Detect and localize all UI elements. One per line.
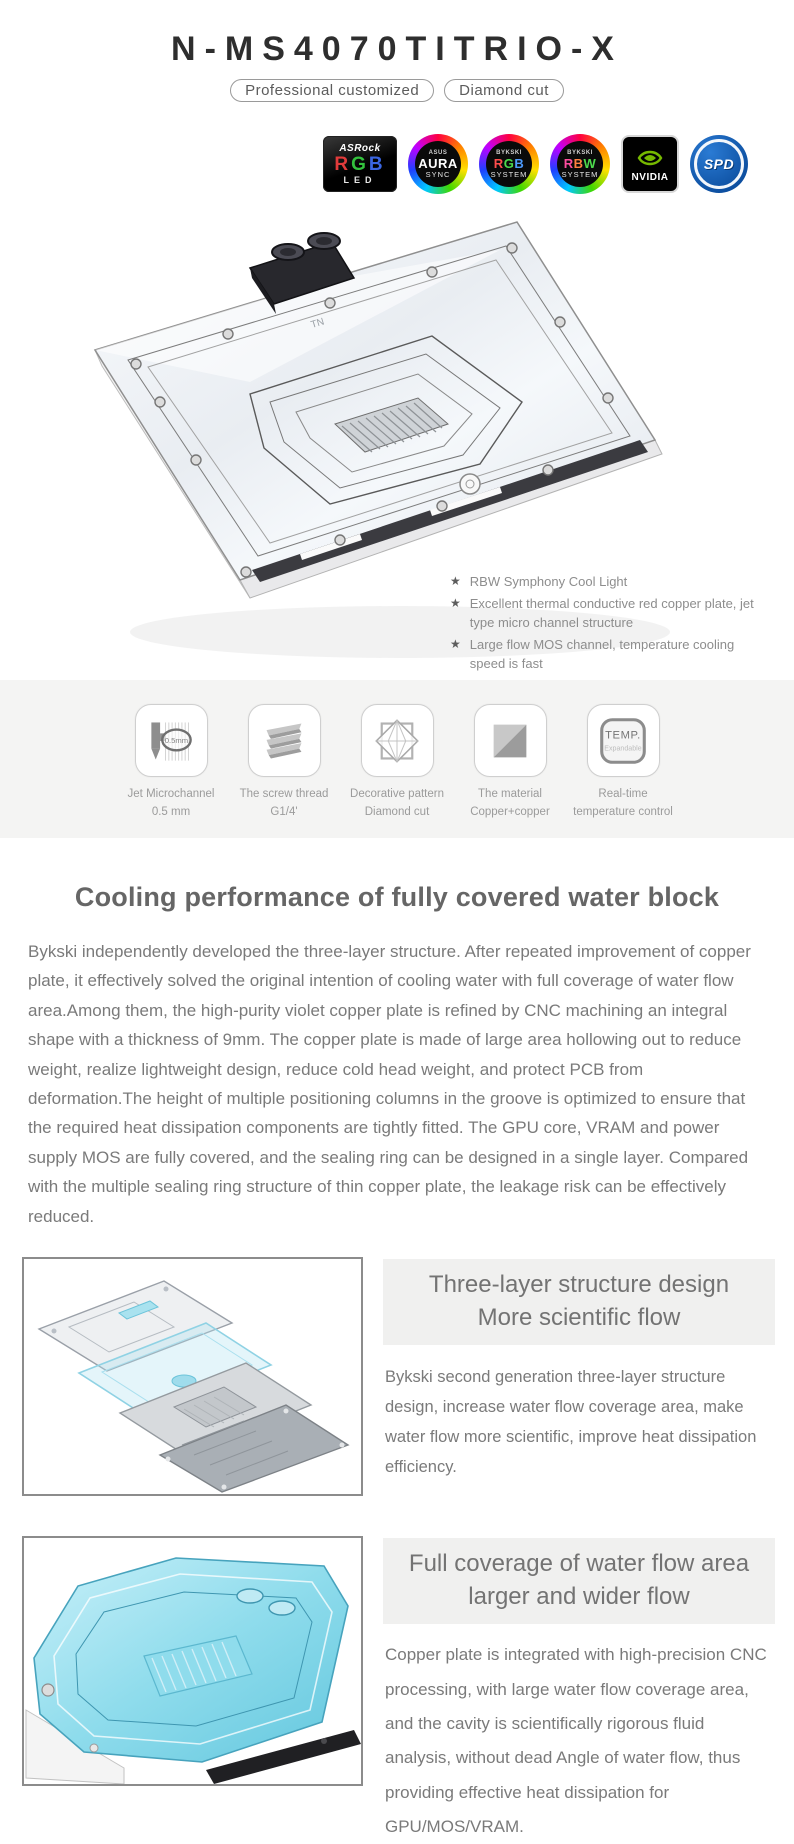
feature-diamond-cut xyxy=(341,704,454,838)
feature-label-line1: The screw thread xyxy=(239,788,329,800)
section-body: Bykski second generation three-layer structure design, increase water flow coverage area, make water flow more scientific, improve heat dissipation efficiency. xyxy=(385,1368,757,1477)
feature-icon-band xyxy=(0,680,794,838)
cooling-heading: Cooling performance of fully covered water block xyxy=(74,882,720,912)
feature-label-line2: G1/4' xyxy=(270,805,298,818)
section-heading-line2: More scientific flow xyxy=(477,1304,681,1332)
aura-main-text: AURA xyxy=(418,155,458,171)
feature-label-line2: temperature control xyxy=(573,805,673,818)
feature-jet-microchannel xyxy=(115,704,228,838)
asus-aura-sync-logo xyxy=(408,134,468,194)
feature-label-line1: Decorative pattern xyxy=(350,788,444,800)
bullet-text: Large flow MOS channel, temperature cooling speed is fast xyxy=(469,637,735,671)
bykski-rgb-sub-text: SYSTEM xyxy=(490,169,528,179)
material-icon xyxy=(486,717,534,765)
feature-label-line2: Copper+copper xyxy=(470,805,550,818)
feature-label-line2: 0.5 mm xyxy=(151,805,191,818)
temp-icon-text: TEMP. xyxy=(605,729,641,742)
jet-microchannel-icon xyxy=(147,717,195,765)
feature-temperature xyxy=(567,704,680,838)
feature-label-line1: Jet Microchannel xyxy=(127,788,215,800)
temp-icon-subtext: Expandable xyxy=(604,743,642,752)
bykski-rbw-main-text: RBW xyxy=(563,155,597,171)
feature-screw-thread xyxy=(228,704,341,838)
feature-label-line1: The material xyxy=(478,788,542,800)
bykski-rbw-sub-text: SYSTEM xyxy=(561,169,599,179)
section-three-layer xyxy=(22,1257,775,1496)
feature-bullet xyxy=(450,594,772,632)
asrock-led-text: LED xyxy=(343,175,377,185)
product-hero xyxy=(0,202,794,680)
star-icon: ★ xyxy=(450,637,461,651)
temperature-icon xyxy=(597,715,649,767)
asrock-rgb-text: RGB xyxy=(334,154,386,175)
aura-sub-text: SYNC xyxy=(425,169,451,179)
full-coverage-image xyxy=(22,1536,363,1786)
asrock-brand-text: ASRock xyxy=(339,143,381,154)
feature-bullet xyxy=(450,572,772,591)
section-heading xyxy=(383,1538,775,1624)
feature-label-line2: Diamond cut xyxy=(364,805,430,818)
section-heading-line2: larger and wider flow xyxy=(468,1583,690,1611)
bykski-rgb-system-logo xyxy=(479,134,539,194)
badge-row xyxy=(0,79,794,102)
aura-brand-text: ASUS xyxy=(428,149,448,156)
feature-material xyxy=(454,704,567,838)
feature-bullet xyxy=(450,635,772,673)
jet-icon-text: 0.5mm xyxy=(164,735,189,745)
feature-label-line1: Real-time xyxy=(598,788,648,800)
section-heading-line1: Three-layer structure design xyxy=(428,1271,730,1299)
star-icon: ★ xyxy=(450,596,461,610)
section-heading xyxy=(383,1259,775,1345)
nvidia-eye-icon xyxy=(635,146,665,170)
page-title: N-MS4070TITRIO-X xyxy=(171,30,623,68)
bullet-text: RBW Symphony Cool Light xyxy=(469,574,628,589)
cooling-paragraph: Bykski independently developed the three-layer structure. After repeated improvement of copper plate, it effectively solved the original intention of cooling water with full coverage of water flow area.Among them, the high-purity violet copper plate is refined by CNC machining an integral shape with a thickness of 9mm. The copper plate is made of large area hollowing out to reduce weight, realize lightweight design, reduce cold head weight, and protect PCB from deformation.The height of multiple positioning columns in the groove is optimized to ensure that the required heat dissipation components are tightly fitted. The GPU core, VRAM and power supply MOS are fully covered, and the sealing ring can be designed in a single layer. Compared with the multiple sealing ring structure of thin copper plate, the leakage risk can be effectively reduced. xyxy=(28,942,751,1226)
screw-thread-icon xyxy=(260,717,308,765)
section-body: Copper plate is integrated with high-precision CNC processing, with large water flow coverage area, and the cavity is scientifically rigorous fluid analysis, without dead Angle of water flow, thus providing effective heat dissipation for GPU/MOS/VRAM. xyxy=(385,1645,767,1836)
bullet-text: Excellent thermal conductive red copper plate, jet type micro channel structure xyxy=(469,596,754,630)
bykski-rbw-system-logo xyxy=(550,134,610,194)
certification-logo-row xyxy=(0,134,794,194)
spd-text: SPD xyxy=(703,156,735,172)
section-heading-line1: Full coverage of water flow area xyxy=(408,1550,750,1578)
asrock-rgb-led-logo xyxy=(323,136,397,192)
feature-bullet-list xyxy=(450,572,772,676)
nvidia-logo xyxy=(621,135,679,193)
three-layer-structure-image xyxy=(22,1257,363,1496)
nvidia-text: NVIDIA xyxy=(631,171,669,183)
section-full-coverage xyxy=(22,1536,775,1844)
star-icon: ★ xyxy=(450,574,461,588)
badge-diamond-cut: Diamond cut xyxy=(444,79,564,102)
bykski-rbw-brand-text: BYKSKI xyxy=(567,149,593,156)
plate-marking-text: TN xyxy=(309,316,326,331)
badge-professional-customized: Professional customized xyxy=(230,79,434,102)
bykski-rgb-brand-text: BYKSKI xyxy=(496,149,522,156)
diamond-cut-icon xyxy=(373,717,421,765)
bykski-rgb-main-text: RGB xyxy=(493,155,525,171)
spd-logo xyxy=(690,135,748,193)
